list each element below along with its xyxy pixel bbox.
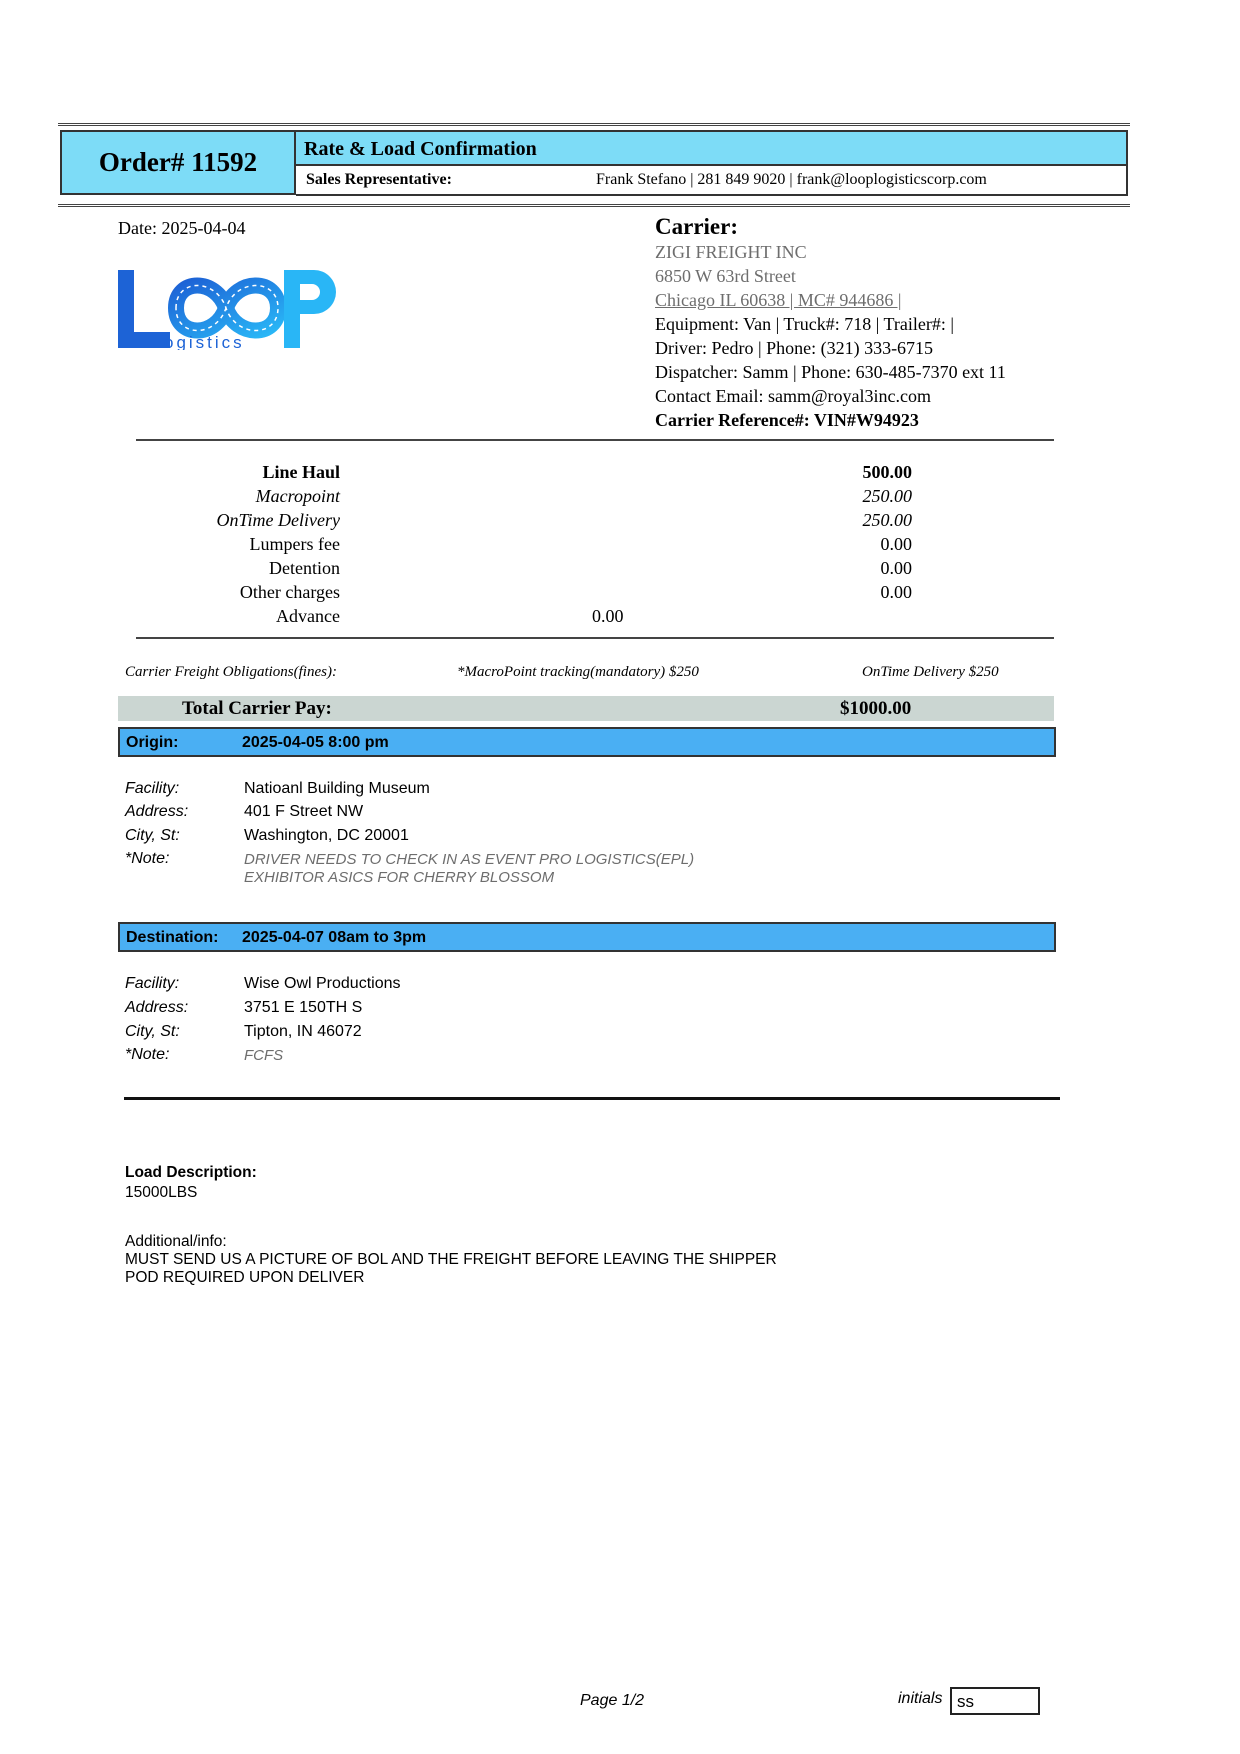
divider [136, 439, 1054, 441]
order-number: Order# 11592 [60, 130, 296, 195]
load-description-label: Load Description: [125, 1164, 257, 1181]
origin-address: 401 F Street NW [244, 803, 364, 820]
destination-facility: Wise Owl Productions [244, 975, 401, 992]
destination-note-label: *Note: [125, 1046, 170, 1063]
carrier-dispatcher: Dispatcher: Samm | Phone: 630-485-7370 ext 11 [655, 362, 1006, 382]
total-value: $1000.00 [840, 698, 912, 719]
carrier-equipment: Equipment: Van | Truck#: 718 | Trailer#: | [655, 314, 954, 334]
origin-address-label: Address: [125, 803, 189, 820]
sales-rep-value: Frank Stefano | 281 849 9020 | frank@looplogisticscorp.com [596, 171, 987, 188]
carrier-city-mc: Chicago IL 60638 | MC# 944686 | [655, 290, 902, 310]
destination-address-label: Address: [125, 999, 189, 1016]
destination-note: FCFS [244, 1047, 284, 1064]
advance-value: 0.00 [592, 606, 624, 626]
lumpers-label: Lumpers fee [249, 534, 340, 554]
page-number: Page 1/2 [580, 1692, 645, 1709]
fines-macropoint: *MacroPoint tracking(mandatory) $250 [457, 664, 699, 680]
origin-facility: Natioanl Building Museum [244, 780, 430, 797]
detention-value: 0.00 [880, 558, 912, 578]
destination-datetime: 2025-04-07 08am to 3pm [242, 929, 427, 946]
origin-label: Origin: [126, 734, 179, 751]
origin-bar [118, 727, 1056, 757]
destination-city-label: City, St: [125, 1023, 180, 1040]
document-date: Date: 2025-04-04 [118, 218, 246, 238]
destination-city: Tipton, IN 46072 [244, 1023, 362, 1040]
document-title: Rate & Load Confirmation [296, 130, 1128, 166]
carrier-email: Contact Email: samm@royal3inc.com [655, 386, 932, 406]
additional-info-line2: POD REQUIRED UPON DELIVER [125, 1269, 365, 1286]
origin-note-line2: EXHIBITOR ASICS FOR CHERRY BLOSSOM [244, 869, 555, 886]
initials-label: initials [898, 1690, 943, 1707]
load-description-value: 15000LBS [125, 1184, 198, 1201]
divider [124, 1097, 1060, 1100]
origin-facility-label: Facility: [125, 780, 180, 797]
origin-datetime: 2025-04-05 8:00 pm [242, 734, 389, 751]
detention-label: Detention [269, 558, 340, 578]
lumpers-value: 0.00 [880, 534, 912, 554]
initials-field[interactable]: ss [950, 1687, 1040, 1715]
macropoint-value: 250.00 [862, 486, 912, 506]
carrier-reference: Carrier Reference#: VIN#W94923 [655, 410, 919, 430]
additional-info-line1: MUST SEND US A PICTURE OF BOL AND THE FREIGHT BEFORE LEAVING THE SHIPPER [125, 1251, 777, 1268]
origin-note-label: *Note: [125, 850, 170, 867]
origin-city: Washington, DC 20001 [244, 827, 409, 844]
advance-label: Advance [276, 606, 340, 626]
total-label: Total Carrier Pay: [182, 698, 332, 719]
origin-city-label: City, St: [125, 827, 180, 844]
ontime-label: OnTime Delivery [216, 510, 340, 530]
ontime-value: 250.00 [862, 510, 912, 530]
sales-rep-row [296, 166, 1128, 196]
other-charges-value: 0.00 [880, 582, 912, 602]
logo-text: ogistics [164, 333, 245, 350]
carrier-driver: Driver: Pedro | Phone: (321) 333-6715 [655, 338, 934, 358]
macropoint-label: Macropoint [255, 486, 340, 506]
additional-info-label: Additional/info: [125, 1233, 227, 1250]
divider [136, 637, 1054, 639]
destination-facility-label: Facility: [125, 975, 180, 992]
destination-address: 3751 E 150TH S [244, 999, 363, 1016]
origin-note-line1: DRIVER NEEDS TO CHECK IN AS EVENT PRO LOGISTICS(EPL) [244, 851, 695, 868]
company-logo [118, 268, 338, 350]
carrier-heading: Carrier: [655, 214, 738, 239]
line-haul-value: 500.00 [862, 462, 912, 482]
carrier-street: 6850 W 63rd Street [655, 266, 796, 286]
sales-rep-label: Sales Representative: [306, 171, 452, 188]
fines-ontime: OnTime Delivery $250 [862, 664, 999, 680]
line-haul-label: Line Haul [262, 462, 340, 482]
other-charges-label: Other charges [239, 582, 340, 602]
destination-label: Destination: [126, 929, 219, 946]
destination-bar [118, 922, 1056, 952]
fines-label: Carrier Freight Obligations(fines): [125, 664, 337, 680]
carrier-name: ZIGI FREIGHT INC [655, 242, 807, 262]
